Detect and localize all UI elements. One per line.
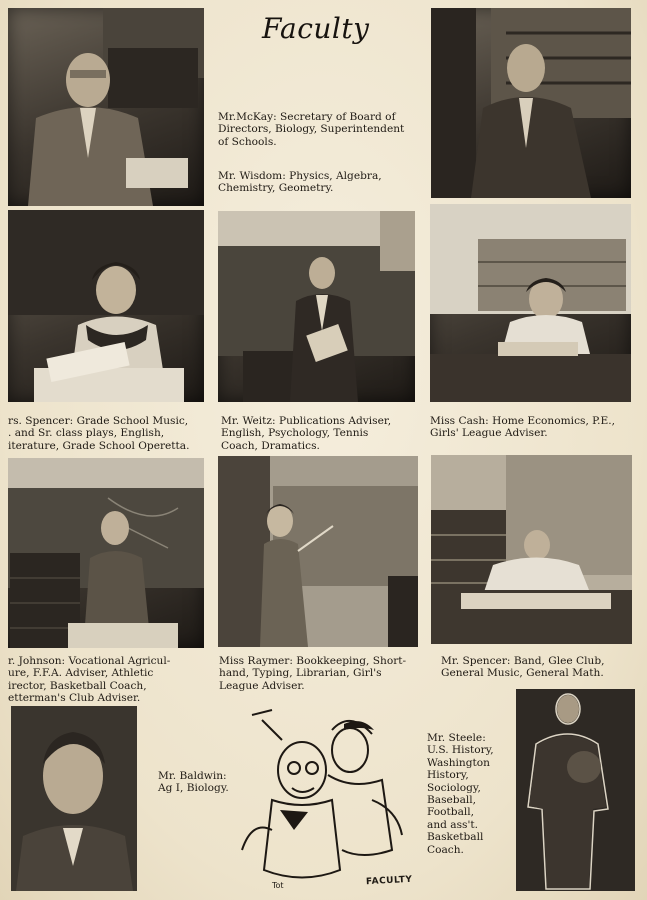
- caption-baldwin: Mr. Baldwin: Ag I, Biology.: [158, 770, 229, 795]
- caption-johnson: r. Johnson: Vocational Agricul- ure, F.F.A. Adviser, Athletic irector, Basketball Coach, etterman's Club Adviser.: [8, 655, 171, 705]
- photo-weitz-image: [218, 211, 415, 402]
- photo-mr-spencer: [431, 455, 632, 644]
- photo-baldwin-image: [11, 706, 137, 891]
- caption-mrs-spencer: rs. Spencer: Grade School Music, . and Sr. class plays, English, iterature, Grade School Operetta.: [8, 415, 190, 452]
- photo-cash-image: [430, 204, 631, 402]
- photo-johnson-image: [8, 458, 204, 648]
- caption-weitz: Mr. Weitz: Publications Adviser, English, Psychology, Tennis Coach, Dramatics.: [221, 415, 392, 452]
- caption-mckay: Mr.McKay: Secretary of Board of Directors, Biology, Superintendent of Schools.: [218, 111, 405, 148]
- photo-raymer-image: [218, 456, 418, 647]
- cartoon-label: FACULTY: [365, 874, 413, 888]
- caption-cash: Miss Cash: Home Economics, P.E., Girls' League Adviser.: [430, 415, 615, 440]
- page-title: Faculty: [262, 12, 370, 45]
- photo-baldwin: [11, 706, 137, 891]
- photo-mr-spencer-image: [431, 455, 632, 644]
- photo-wisdom-image: [431, 8, 631, 198]
- photo-steele: [516, 689, 635, 891]
- faculty-cartoon: [232, 700, 412, 892]
- caption-steele: Mr. Steele: U.S. History, Washington History, Sociology, Baseball, Football, and ass't. Basketball Coach.: [427, 732, 494, 856]
- caption-wisdom: Mr. Wisdom: Physics, Algebra, Chemistry, Geometry.: [218, 170, 382, 195]
- photo-mckay-image: [8, 8, 204, 206]
- photo-steele-image: [516, 689, 635, 891]
- cartoon-signature: Tot: [272, 881, 284, 890]
- photo-mckay: [8, 8, 204, 206]
- photo-wisdom: [431, 8, 631, 198]
- photo-weitz: [218, 211, 415, 402]
- photo-mrs-spencer-image: [8, 210, 204, 402]
- caption-mr-spencer: Mr. Spencer: Band, Glee Club, General Music, General Math.: [441, 655, 605, 680]
- cartoon-drawing: [232, 700, 412, 892]
- photo-mrs-spencer: [8, 210, 204, 402]
- photo-raymer: [218, 456, 418, 647]
- photo-cash: [430, 204, 631, 402]
- caption-raymer: Miss Raymer: Bookkeeping, Short- hand, Typing, Librarian, Girl's League Adviser.: [219, 655, 407, 692]
- photo-johnson: [8, 458, 204, 648]
